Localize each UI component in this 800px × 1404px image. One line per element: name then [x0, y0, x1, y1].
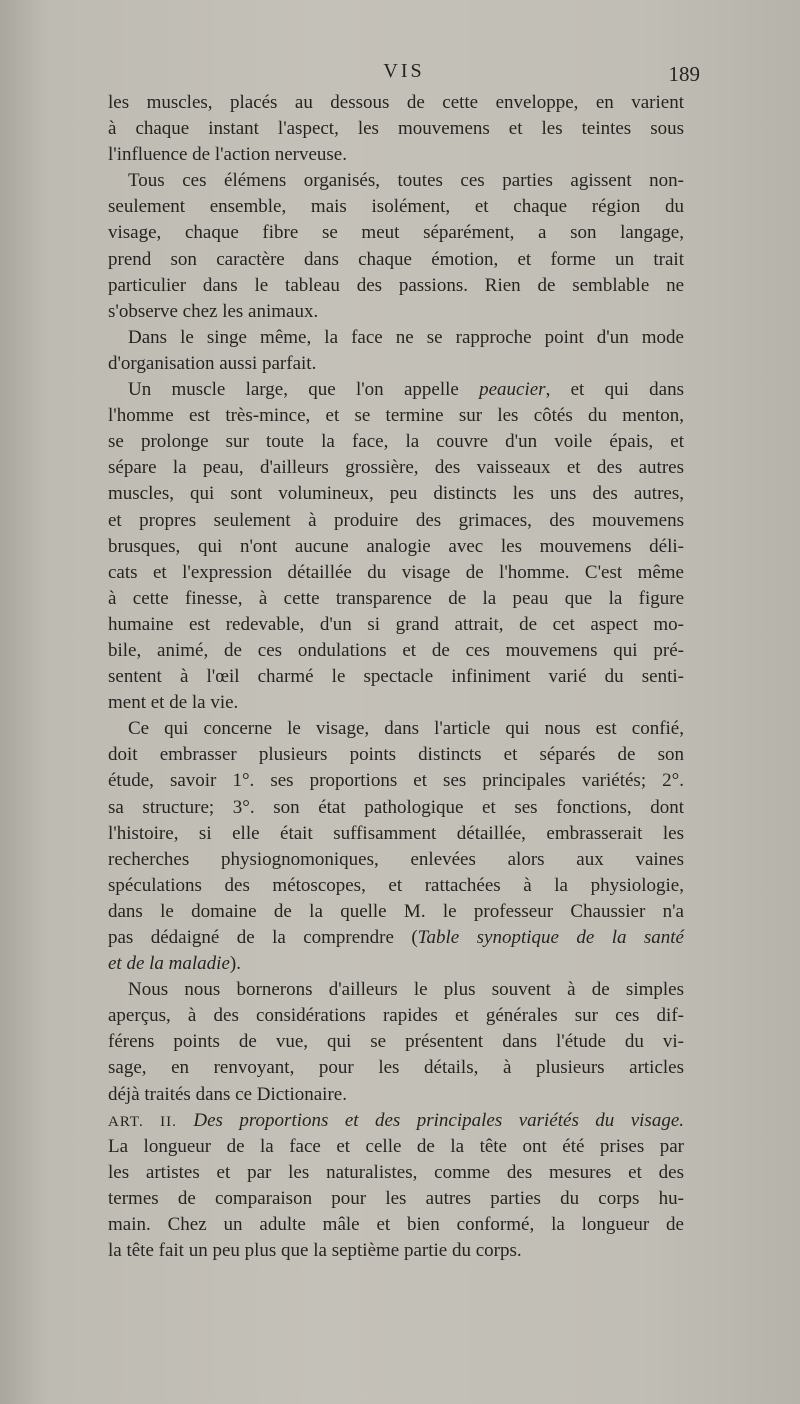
text-line: prend son caractère dans chaque émotion, et forme un trait [108, 248, 684, 270]
page-number: 189 [668, 62, 700, 86]
text-line: les muscles, placés au dessous de cette enveloppe, en varient [108, 92, 684, 113]
text-line: bile, animé, de ces ondulations et de ces mouvemens qui pré- [108, 639, 684, 661]
text-line: l'homme est très-mince, et se termine sur les côtés du menton, [108, 405, 684, 427]
text-line: visage, chaque fibre se meut séparément, a son langage, [108, 222, 684, 244]
text-line: ment et de la vie. [108, 692, 239, 714]
text-line: l'histoire, si elle était suffisamment détaillée, embrasserait les [108, 822, 684, 844]
text-line: spéculations des métoscopes, et rattachées à la physiologie, [108, 874, 684, 896]
text-line: Un muscle large, que l'on appelle peaucier, et qui dans [128, 379, 684, 401]
text-line: Dans le singe même, la face ne se rapproche point d'un mode [128, 326, 684, 348]
text-line: l'influence de l'action nerveuse. [108, 144, 347, 166]
text-line: La longueur de la face et celle de la tête ont été prises par [108, 1135, 684, 1157]
text-line: à cette finesse, à cette transparence de la peau que la figure [108, 587, 684, 609]
text-line: férens points de vue, qui se présentent dans l'étude du vi- [108, 1031, 684, 1053]
text-line: sa structure; 3°. son état pathologique et ses fonctions, dont [108, 796, 684, 818]
running-title: VIS [383, 60, 425, 82]
text-line: recherches physiognomoniques, enlevées alors aux vaines [108, 848, 684, 870]
text-line: aperçus, à des considérations rapides et générales sur ces dif- [108, 1005, 684, 1027]
text-line: étude, savoir 1°. ses proportions et ses principales variétés; 2°. [108, 770, 684, 792]
text-line: déjà traités dans ce Dictionaire. [108, 1083, 347, 1105]
body-text [108, 90, 684, 1264]
text-line: et de la maladie). [108, 953, 241, 975]
text-line: seulement ensemble, mais isolément, et chaque région du [108, 196, 684, 218]
text-line: à chaque instant l'aspect, les mouvemens et les teintes sous [108, 118, 684, 140]
text-line: brusques, qui n'ont aucune analogie avec les mouvemens déli- [108, 535, 684, 557]
text-line: doit embrasser plusieurs points distincts et séparés de son [108, 744, 684, 766]
text-line: sentent à l'œil charmé le spectacle infiniment varié du senti- [108, 666, 684, 688]
text-line: muscles, qui sont volumineux, peu distincts les uns des autres, [108, 483, 684, 505]
text-line: sage, en renvoyant, pour les détails, à plusieurs articles [108, 1057, 684, 1079]
text-line: et propres seulement à produire des grimaces, des mouvemens [108, 509, 684, 531]
text-line: termes de comparaison pour les autres parties du corps hu- [108, 1187, 684, 1209]
text-line: les artistes et par les naturalistes, comme des mesures et des [108, 1161, 684, 1183]
text-line: dans le domaine de la quelle M. le professeur Chaussier n'a [108, 900, 684, 922]
text-line: sépare la peau, d'ailleurs grossière, des vaisseaux et des autres [108, 457, 684, 479]
text-line: humaine est redevable, d'un si grand attrait, de cet aspect mo- [108, 613, 684, 635]
text-line: s'observe chez les animaux. [108, 300, 319, 322]
text-line: ART. II. Des proportions et des principales variétés du visage. [108, 1109, 685, 1131]
text-line: main. Chez un adulte mâle et bien conformé, la longueur de [108, 1214, 684, 1236]
text-line: se prolonge sur toute la face, la couvre d'un voile épais, et [108, 431, 684, 453]
text-line: particulier dans le tableau des passions. Rien de semblable ne [108, 274, 684, 296]
text-line: Tous ces élémens organisés, toutes ces parties agissent non- [128, 170, 684, 192]
text-line: cats et l'expression détaillée du visage de l'homme. C'est même [108, 561, 684, 583]
text-line: d'organisation aussi parfait. [108, 352, 317, 374]
text-line: Nous nous bornerons d'ailleurs le plus souvent à de simples [128, 979, 684, 1001]
text-line: Ce qui concerne le visage, dans l'article qui nous est confié, [128, 718, 684, 740]
page-header [108, 60, 700, 92]
text-line: pas dédaigné de la comprendre (Table synoptique de la santé [108, 927, 684, 948]
text-line: la tête fait un peu plus que la septième partie du corps. [108, 1240, 522, 1262]
